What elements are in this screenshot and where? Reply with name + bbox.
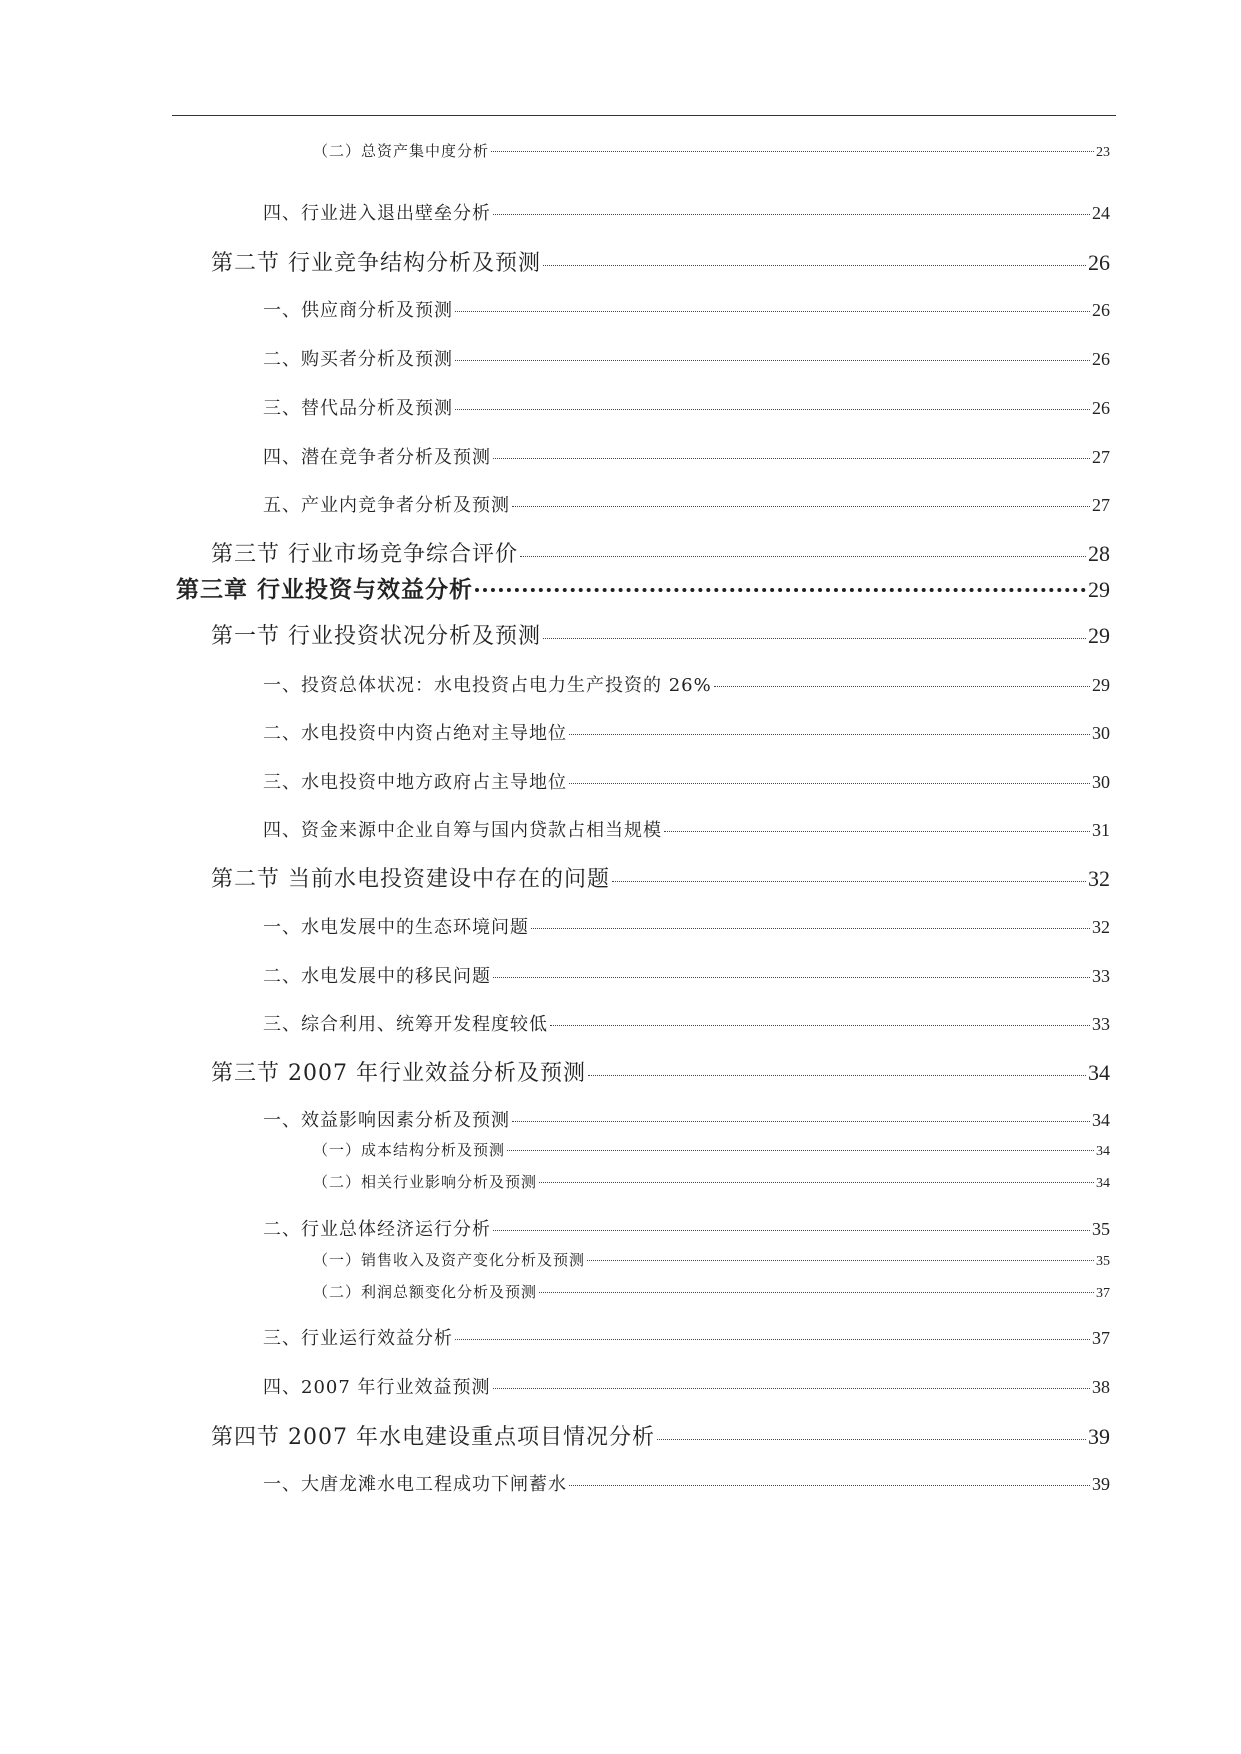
toc-leader <box>512 1121 1090 1122</box>
toc-entry-page: 30 <box>1092 772 1110 792</box>
toc-entry-item[interactable] <box>263 345 1110 371</box>
toc-leader <box>507 1150 1094 1151</box>
toc-entry-item[interactable] <box>263 491 1110 517</box>
toc-entry-page: 29 <box>1088 623 1110 648</box>
toc-entry-item[interactable] <box>263 443 1110 469</box>
toc-entry-page: 34 <box>1096 1144 1110 1159</box>
toc-entry-page: 38 <box>1092 1377 1110 1397</box>
toc-entry-sub[interactable] <box>313 1281 1110 1301</box>
toc-leader <box>520 556 1086 557</box>
toc-leader <box>539 1292 1094 1293</box>
toc-entry-title: 二、水电投资中内资占绝对主导地位 <box>263 723 567 744</box>
toc-entry-item[interactable] <box>263 199 1110 225</box>
toc-entry-page: 26 <box>1092 300 1110 320</box>
toc-entry-title: 一、投资总体状况：水电投资占电力生产投资的 26% <box>263 675 712 696</box>
toc-entry-sub[interactable] <box>313 1139 1110 1159</box>
toc-leader <box>543 638 1086 639</box>
toc-leader <box>455 1339 1090 1340</box>
toc-entry-page: 29 <box>1092 675 1110 695</box>
toc-leader <box>539 1182 1094 1183</box>
toc-entry-page: 32 <box>1092 917 1110 937</box>
toc-entry-section[interactable] <box>211 862 1110 892</box>
toc-leader <box>569 1485 1090 1486</box>
toc-entry-title: 四、潜在竞争者分析及预测 <box>263 447 491 468</box>
toc-entry-title: 一、供应商分析及预测 <box>263 300 453 321</box>
toc-entry-section[interactable] <box>211 1056 1110 1086</box>
toc-leader <box>493 214 1090 215</box>
toc-leader <box>475 588 1086 592</box>
toc-entry-title: 第三节 2007 年行业效益分析及预测 <box>211 1061 586 1086</box>
toc-entry-title: 第四节 2007 年水电建设重点项目情况分析 <box>211 1425 655 1450</box>
toc-entry-page: 34 <box>1088 1060 1110 1085</box>
toc-leader <box>657 1439 1086 1440</box>
toc-entry-title: （二）相关行业影响分析及预测 <box>313 1173 538 1191</box>
toc-entry-section[interactable] <box>211 537 1110 567</box>
toc-entry-item[interactable] <box>263 816 1110 842</box>
toc-entry-title: 二、水电发展中的移民问题 <box>263 966 491 987</box>
toc-entry-title: 三、替代品分析及预测 <box>263 398 453 419</box>
toc-entry-item[interactable] <box>263 671 1110 697</box>
toc-entry-title: 三、综合利用、统筹开发程度较低 <box>263 1014 548 1035</box>
toc-leader <box>512 506 1090 507</box>
toc-entry-page: 24 <box>1092 203 1110 223</box>
toc-entry-page: 26 <box>1092 349 1110 369</box>
toc-leader <box>569 734 1090 735</box>
toc-entry-page: 34 <box>1096 1176 1110 1191</box>
toc-entry-item[interactable] <box>263 1106 1110 1132</box>
toc-leader <box>664 831 1090 832</box>
toc-entry-title: 第一节 行业投资状况分析及预测 <box>211 624 541 649</box>
toc-entry-page: 27 <box>1092 495 1110 515</box>
toc-entry-sub[interactable] <box>313 1171 1110 1191</box>
toc-entry-page: 33 <box>1092 1014 1110 1034</box>
toc-entry-title: 一、大唐龙滩水电工程成功下闸蓄水 <box>263 1474 567 1495</box>
toc-entry-title: 第二节 行业竞争结构分析及预测 <box>211 251 541 276</box>
toc-entry-title: （二）利润总额变化分析及预测 <box>313 1283 538 1301</box>
toc-entry-section[interactable] <box>211 246 1110 276</box>
toc-leader <box>569 783 1090 784</box>
toc-entry-item[interactable] <box>263 1215 1110 1241</box>
toc-leader <box>587 1260 1094 1261</box>
toc-entry-item[interactable] <box>263 394 1110 420</box>
toc-leader <box>612 881 1086 882</box>
toc-entry-page: 34 <box>1092 1110 1110 1130</box>
toc-entry-title: 三、水电投资中地方政府占主导地位 <box>263 772 567 793</box>
toc-leader <box>493 977 1090 978</box>
toc-leader <box>493 1230 1090 1231</box>
toc-entry-page: 32 <box>1088 866 1110 891</box>
toc-entry-title: 一、效益影响因素分析及预测 <box>263 1110 510 1131</box>
toc-entry-sub[interactable] <box>313 1249 1110 1269</box>
toc-entry-title: 五、产业内竞争者分析及预测 <box>263 495 510 516</box>
toc-entry-page: 31 <box>1092 820 1110 840</box>
toc-entry-page: 23 <box>1096 145 1110 160</box>
toc-leader <box>543 265 1086 266</box>
toc-entry-item[interactable] <box>263 1324 1110 1350</box>
toc-leader <box>455 360 1090 361</box>
toc-entry-page: 37 <box>1092 1328 1110 1348</box>
toc-entry-section[interactable] <box>211 1420 1110 1450</box>
toc-entry-title: 第三节 行业市场竞争综合评价 <box>211 542 518 567</box>
toc-entry-title: 第二节 当前水电投资建设中存在的问题 <box>211 867 610 892</box>
toc-entry-chapter[interactable] <box>176 571 1110 601</box>
toc-entry-title: （一）成本结构分析及预测 <box>313 1141 506 1159</box>
toc-entry-item[interactable] <box>263 296 1110 322</box>
toc-entry-item[interactable] <box>263 768 1110 794</box>
toc-entry-title: （二）总资产集中度分析 <box>313 142 490 160</box>
toc-leader <box>455 311 1090 312</box>
toc-entry-item[interactable] <box>263 719 1110 745</box>
toc-entry-page: 35 <box>1096 1254 1110 1269</box>
toc-entry-title: 二、购买者分析及预测 <box>263 349 453 370</box>
toc-entry-item[interactable] <box>263 1470 1110 1496</box>
toc-leader <box>493 458 1090 459</box>
toc-entry-title: 第三章 行业投资与效益分析 <box>176 577 474 603</box>
toc-entry-page: 27 <box>1092 447 1110 467</box>
toc-entry-title: 一、水电发展中的生态环境问题 <box>263 917 529 938</box>
toc-leader <box>491 151 1094 152</box>
toc-leader <box>588 1075 1086 1076</box>
toc-entry-page: 28 <box>1088 541 1110 566</box>
toc-entry-title: 四、行业进入退出壁垒分析 <box>263 203 491 224</box>
toc-entry-title: 四、资金来源中企业自筹与国内贷款占相当规模 <box>263 820 662 841</box>
toc-entry-item[interactable] <box>263 1373 1110 1399</box>
toc-leader <box>455 409 1090 410</box>
toc-entry-title: 三、行业运行效益分析 <box>263 1328 453 1349</box>
toc-entry-item[interactable] <box>263 1010 1110 1036</box>
toc-entry-page: 26 <box>1088 250 1110 275</box>
toc-entry-page: 37 <box>1096 1286 1110 1301</box>
toc-entry-item[interactable] <box>263 962 1110 988</box>
toc-leader <box>714 686 1090 687</box>
toc-entry-section[interactable] <box>211 619 1110 649</box>
toc-entry-page: 30 <box>1092 723 1110 743</box>
toc-leader <box>531 928 1090 929</box>
toc-leader <box>493 1388 1090 1389</box>
toc-entry-title: 四、2007 年行业效益预测 <box>263 1377 491 1398</box>
toc-entry-page: 39 <box>1092 1474 1110 1494</box>
toc-entry-page: 26 <box>1092 398 1110 418</box>
toc-entry-title: （一）销售收入及资产变化分析及预测 <box>313 1251 586 1269</box>
toc-entry-page: 29 <box>1088 577 1110 602</box>
toc-entry-page: 33 <box>1092 966 1110 986</box>
toc-entry-page: 35 <box>1092 1219 1110 1239</box>
toc-entry-page: 39 <box>1088 1424 1110 1449</box>
toc-entry-title: 二、行业总体经济运行分析 <box>263 1219 491 1240</box>
toc-entry-item[interactable] <box>263 913 1110 939</box>
toc-entry-sub[interactable] <box>313 140 1110 160</box>
toc-leader <box>550 1025 1090 1026</box>
